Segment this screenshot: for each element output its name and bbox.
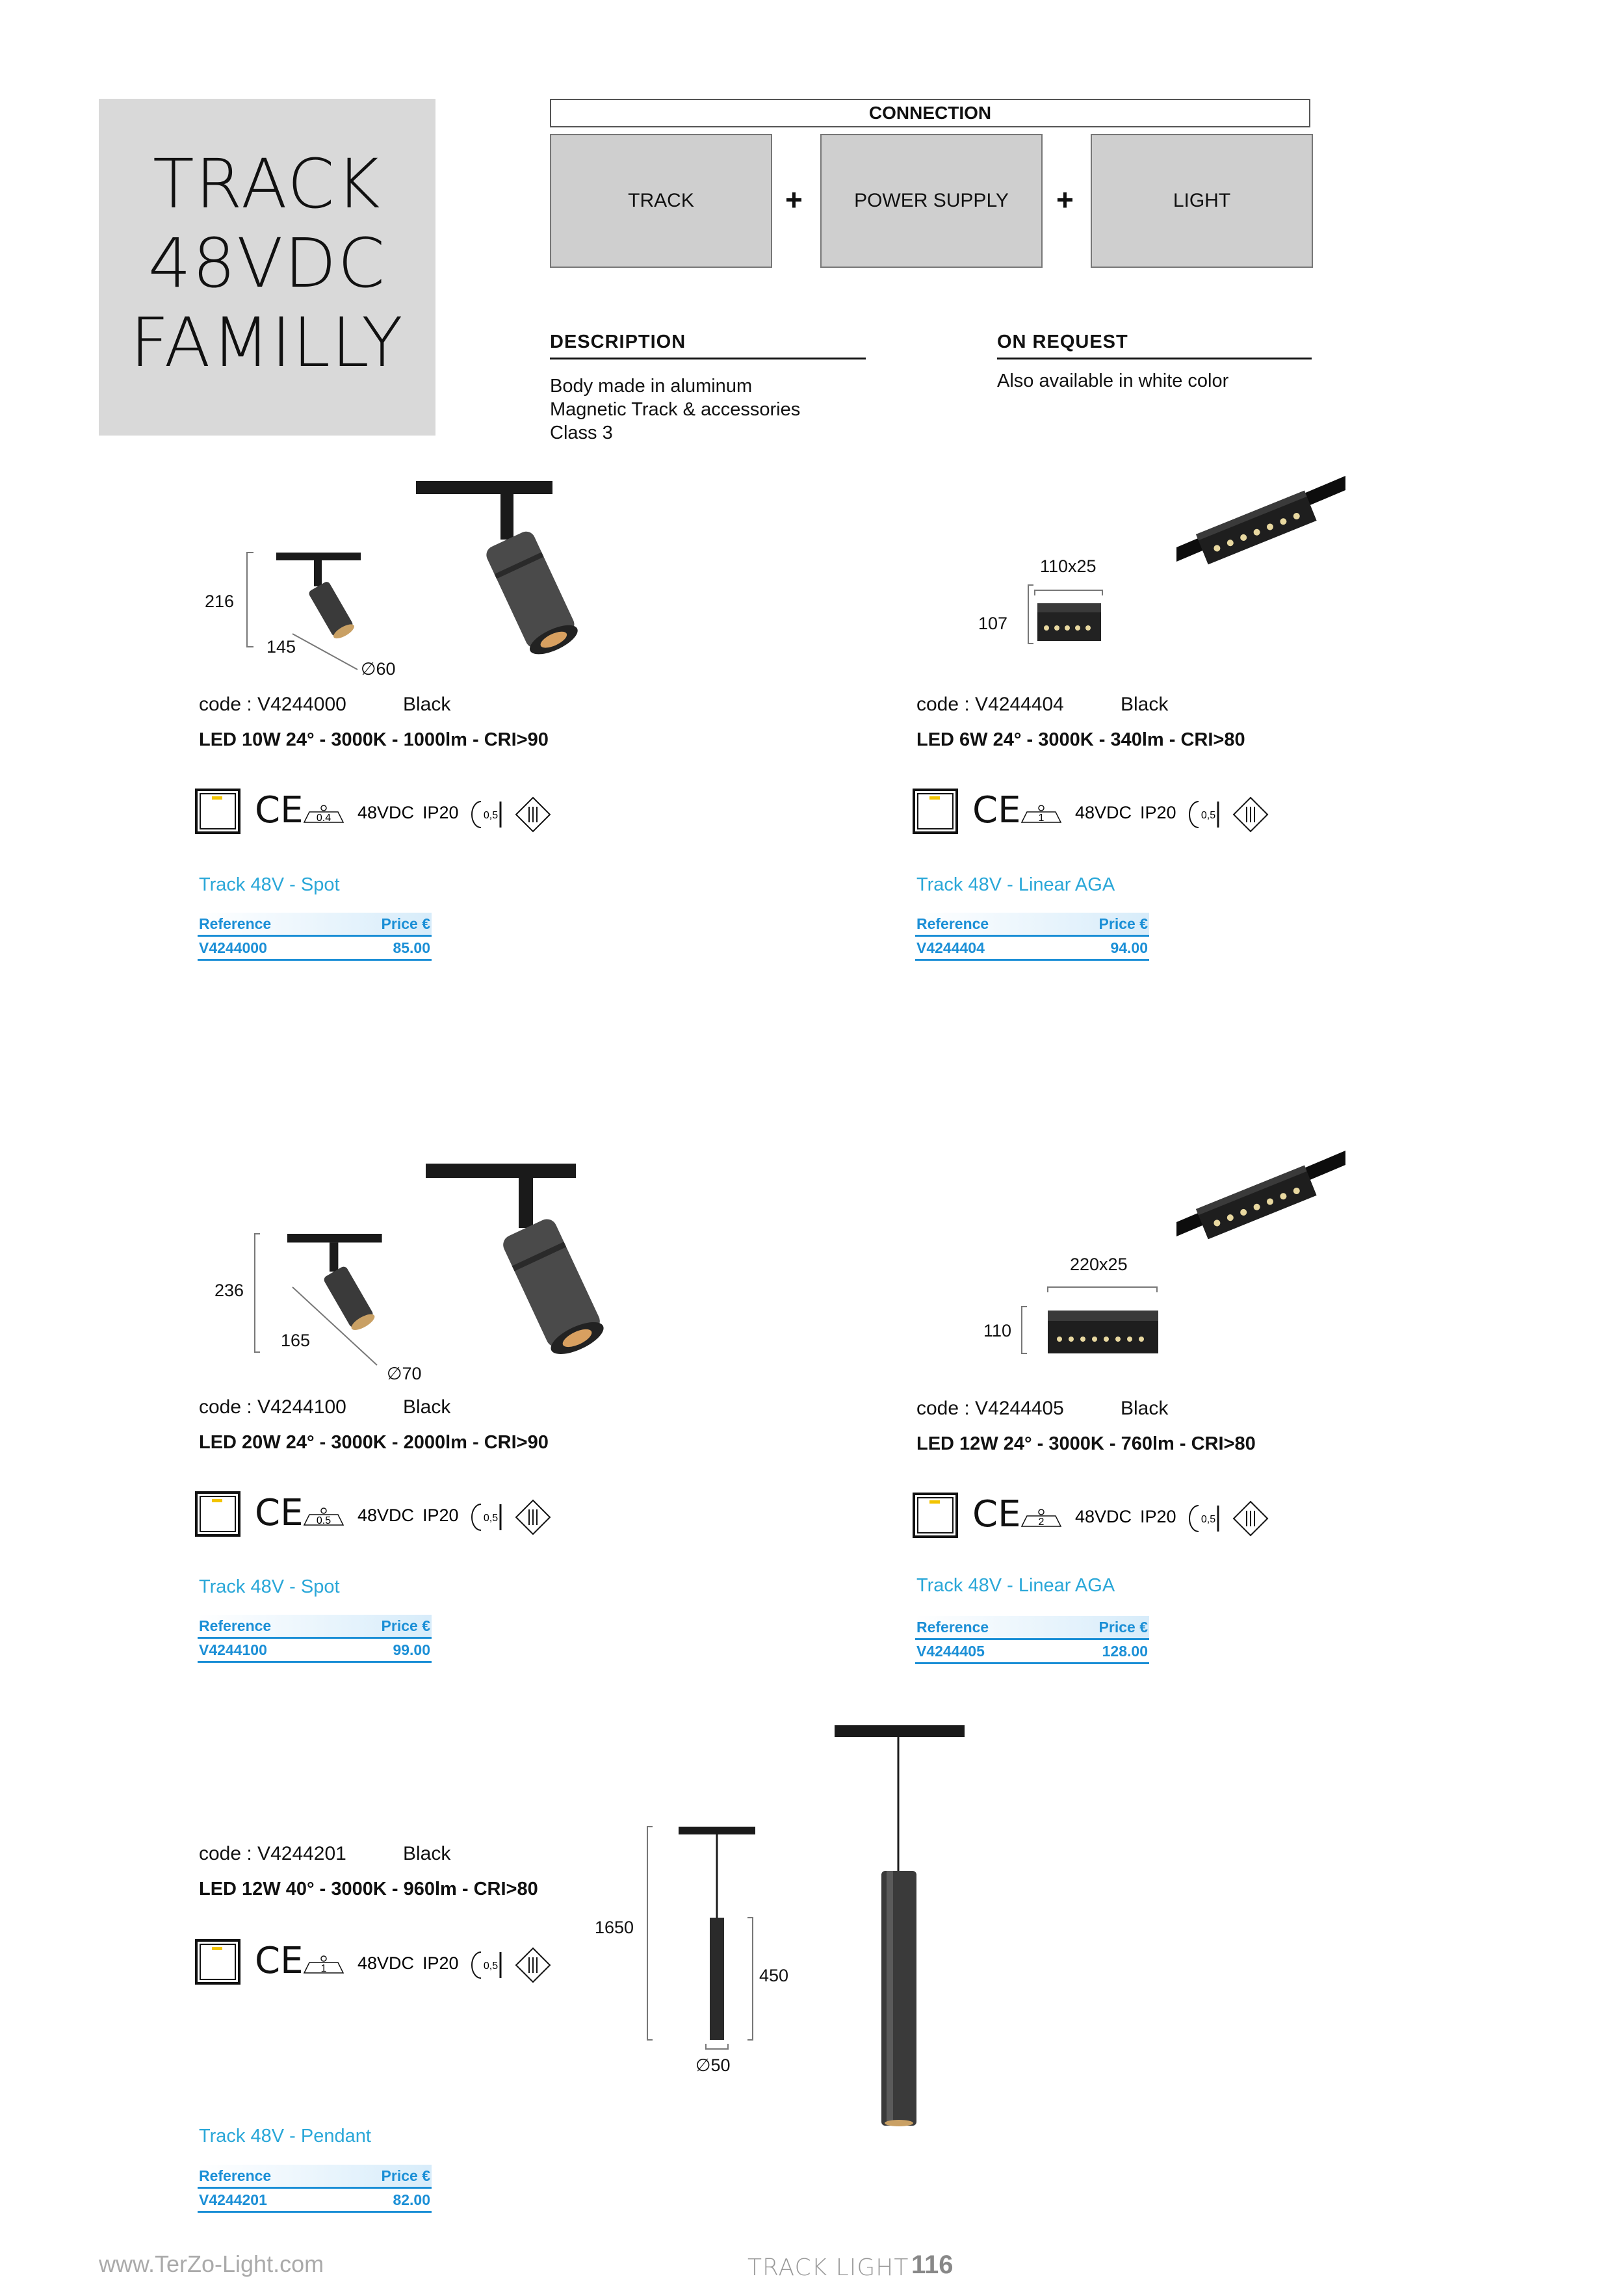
weight-label: 2 [1038, 1517, 1045, 1528]
product-category: Track 48V - Spot [199, 1576, 340, 1597]
weight-label: 1 [320, 1963, 327, 1974]
price-table [915, 913, 1149, 961]
voltage-label: 48VDC [357, 1506, 415, 1525]
reference-header: Reference [199, 2167, 272, 2184]
price-header: Price € [1098, 915, 1148, 932]
voltage-label: 48VDC [357, 1953, 415, 1973]
svg-text:CE: CE [255, 1940, 304, 1982]
price-table-row [915, 937, 1149, 961]
ip-label: IP20 [422, 1506, 459, 1525]
certification-icon-strip [913, 1493, 1303, 1538]
product-category: Track 48V - Spot [199, 874, 340, 895]
height-dimension: 110 [983, 1321, 1012, 1340]
height-dimension: 107 [978, 614, 1008, 633]
price-value: 85.00 [393, 939, 430, 956]
plus-sign: + [1056, 183, 1074, 216]
connection-light-box: LIGHT [1091, 134, 1313, 268]
width-dimension: 110x25 [1040, 556, 1097, 576]
svg-text:CE: CE [972, 1493, 1021, 1535]
voltage-label: 48VDC [1075, 1507, 1132, 1526]
product-spec: LED 12W 40° - 3000K - 960lm - CRI>80 [199, 1879, 538, 1899]
distance-label: 0,5 [1201, 1514, 1216, 1525]
price-value: 128.00 [1102, 1643, 1148, 1660]
connection-track-box: TRACK [550, 134, 772, 268]
weight-label: 0.5 [316, 1515, 331, 1526]
price-header: Price € [381, 915, 430, 932]
on-request-text: Also available in white color [997, 371, 1229, 391]
description-heading: DESCRIPTION [550, 332, 686, 352]
description-line: Class 3 [550, 423, 613, 443]
height-dimension: 236 [214, 1281, 244, 1300]
certification-icon-strip [913, 789, 1303, 834]
spot-drawing-image [195, 475, 598, 683]
price-table [198, 1615, 432, 1663]
product-code: code : V4244000 [199, 694, 346, 715]
reference-header: Reference [916, 915, 989, 932]
product-spec: LED 12W 24° - 3000K - 760lm - CRI>80 [916, 1433, 1256, 1454]
diameter-dimension: ∅60 [361, 659, 396, 679]
price-header: Price € [381, 2167, 430, 2184]
product-code: code : V4244201 [199, 1843, 346, 1864]
price-table-header [198, 2165, 432, 2189]
reference-header: Reference [199, 1617, 272, 1634]
diameter-dimension: ∅50 [695, 2055, 731, 2075]
product-color: Black [403, 1396, 451, 1418]
description-line: Magnetic Track & accessories [550, 399, 801, 420]
product-category: Track 48V - Pendant [199, 2126, 371, 2146]
reference-value: V4244000 [199, 939, 267, 956]
certification-icons [913, 789, 1303, 834]
connection-heading: CONNECTION [550, 99, 1310, 127]
width-dimension: 220x25 [1070, 1255, 1128, 1274]
distance-label: 0,5 [483, 1961, 499, 1972]
distance-label: 0,5 [483, 1513, 499, 1524]
price-table-row [915, 1640, 1149, 1664]
product-color: Black [403, 1843, 451, 1864]
ip-label: IP20 [1140, 803, 1176, 822]
diameter-value: 60 [376, 659, 396, 679]
price-table [198, 2165, 432, 2213]
linear-drawing-image [955, 475, 1358, 670]
diameter-value: 50 [710, 2055, 731, 2075]
price-table-row [198, 937, 432, 961]
price-header: Price € [381, 1617, 430, 1634]
reference-value: V4244201 [199, 2191, 267, 2208]
ip-label: IP20 [1140, 1507, 1176, 1526]
price-table-header [915, 1616, 1149, 1640]
reference-value: V4244100 [199, 1641, 267, 1658]
price-value: 82.00 [393, 2191, 430, 2208]
product-code: code : V4244100 [199, 1396, 346, 1418]
product-spec: LED 10W 24° - 3000K - 1000lm - CRI>90 [199, 729, 549, 750]
description-rule [550, 358, 866, 359]
svg-text:CE: CE [255, 1492, 304, 1534]
length-dimension: 145 [266, 637, 296, 657]
voltage-label: 48VDC [1075, 803, 1132, 822]
page-number: 116 [911, 2250, 954, 2279]
price-table [198, 913, 432, 961]
height-dimension: 1650 [595, 1918, 634, 1937]
price-table-header [198, 913, 432, 937]
weight-label: 1 [1038, 813, 1045, 824]
svg-text:CE: CE [255, 789, 304, 831]
pendant-drawing-image [637, 1723, 1001, 2132]
price-table-header [198, 1615, 432, 1639]
length-dimension: 165 [281, 1331, 311, 1350]
distance-label: 0,5 [483, 810, 499, 821]
certification-icons [195, 789, 585, 834]
price-header: Price € [1098, 1619, 1148, 1636]
certification-icons [195, 1939, 585, 1985]
weight-label: 0.4 [316, 813, 331, 824]
product-code: code : V4244404 [916, 694, 1064, 715]
price-value: 99.00 [393, 1641, 430, 1658]
footer-url: www.TerZo-Light.com [99, 2250, 324, 2277]
product-spec: LED 20W 24° - 3000K - 2000lm - CRI>90 [199, 1432, 549, 1453]
product-category: Track 48V - Linear AGA [916, 1575, 1115, 1596]
certification-icons [913, 1493, 1303, 1538]
reference-header: Reference [199, 915, 272, 932]
reference-header: Reference [916, 1619, 989, 1636]
price-table-header [915, 913, 1149, 937]
price-table [915, 1616, 1149, 1664]
linear-drawing-image [955, 1144, 1358, 1365]
price-table-row [198, 1639, 432, 1663]
spot-drawing-image [195, 1157, 611, 1378]
length-dimension: 450 [759, 1966, 789, 1985]
price-value: 94.00 [1110, 939, 1148, 956]
price-table-row [198, 2189, 432, 2213]
title-line-1: TRACK [153, 144, 382, 224]
product-color: Black [1121, 1398, 1169, 1419]
reference-value: V4244404 [916, 939, 985, 956]
plus-sign: + [785, 183, 803, 216]
product-category: Track 48V - Linear AGA [916, 874, 1115, 895]
ip-label: IP20 [422, 803, 459, 822]
title-line-2: 48VDC [148, 224, 387, 303]
product-code: code : V4244405 [916, 1398, 1064, 1419]
voltage-label: 48VDC [357, 803, 415, 822]
reference-value: V4244405 [916, 1643, 985, 1660]
product-color: Black [403, 694, 451, 715]
footer-section: TRACK LIGHT [747, 2254, 909, 2281]
title-panel [99, 99, 435, 436]
description-line: Body made in aluminum [550, 376, 753, 397]
product-spec: LED 6W 24° - 3000K - 340lm - CRI>80 [916, 729, 1245, 750]
on-request-rule [997, 358, 1312, 359]
ip-label: IP20 [422, 1953, 459, 1973]
certification-icons [195, 1491, 585, 1537]
distance-label: 0,5 [1201, 810, 1216, 821]
certification-icon-strip [195, 1491, 585, 1537]
svg-text:CE: CE [972, 789, 1021, 831]
connection-power-supply-box: POWER SUPPLY [820, 134, 1043, 268]
product-color: Black [1121, 694, 1169, 715]
certification-icon-strip [195, 1939, 585, 1985]
diameter-value: 70 [402, 1364, 422, 1383]
diameter-dimension: ∅70 [387, 1364, 422, 1383]
certification-icon-strip [195, 789, 585, 834]
on-request-heading: ON REQUEST [997, 332, 1128, 352]
title-line-3: FAMILLY [130, 303, 404, 382]
height-dimension: 216 [205, 592, 235, 611]
